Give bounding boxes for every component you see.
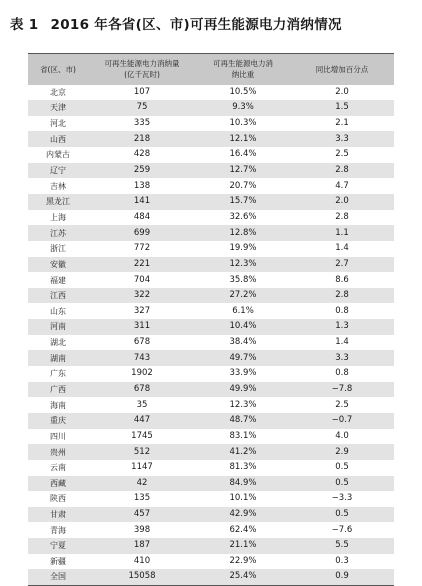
table-row — [28, 85, 394, 101]
consumption-cell: 678 — [133, 383, 151, 394]
change-cell: 2.5 — [335, 149, 349, 160]
table-row — [28, 476, 394, 492]
table-row — [28, 429, 394, 445]
ratio-cell: 35.8% — [229, 274, 257, 285]
province-cell: 山东 — [50, 306, 66, 316]
header-province: 省(区、市) — [40, 64, 76, 74]
table-row — [28, 163, 394, 179]
consumption-cell: 187 — [133, 540, 151, 551]
consumption-cell: 327 — [133, 305, 151, 316]
consumption-cell: 704 — [133, 274, 151, 285]
ratio-cell: 9.3% — [232, 102, 254, 113]
table-row — [28, 554, 394, 570]
table-row — [28, 131, 394, 147]
consumption-cell: 512 — [133, 446, 151, 457]
consumption-cell: 15058 — [128, 571, 156, 582]
change-cell: 0.8 — [335, 305, 349, 316]
consumption-cell: 75 — [136, 102, 148, 113]
ratio-cell: 32.6% — [229, 211, 257, 222]
ratio-cell: 6.1% — [232, 305, 254, 316]
consumption-table — [28, 53, 394, 586]
table-row — [28, 225, 394, 241]
table-row — [28, 569, 394, 585]
change-cell: 0.3 — [335, 556, 349, 567]
table-row — [28, 272, 394, 288]
province-cell: 辽宁 — [50, 166, 66, 176]
change-cell: −7.8 — [331, 383, 353, 394]
ratio-cell: 41.2% — [229, 446, 257, 457]
ratio-cell: 10.3% — [229, 118, 257, 129]
change-cell: 0.5 — [335, 462, 349, 473]
change-cell: −7.6 — [331, 524, 353, 535]
change-cell: 0.8 — [335, 368, 349, 379]
change-cell: 0.5 — [335, 509, 349, 520]
table-body — [28, 85, 394, 586]
ratio-cell: 38.4% — [229, 337, 257, 348]
province-cell: 云南 — [50, 463, 66, 473]
table-row — [28, 288, 394, 304]
change-cell: 1.3 — [335, 321, 349, 332]
ratio-cell: 49.7% — [229, 352, 257, 363]
ratio-cell: 49.9% — [229, 383, 257, 394]
table-row — [28, 303, 394, 319]
province-cell: 湖北 — [50, 338, 66, 348]
ratio-cell: 12.8% — [229, 227, 257, 238]
province-cell: 全国 — [50, 572, 66, 582]
header-change: 同比增加百分点 — [315, 64, 369, 74]
table-row — [28, 507, 394, 523]
ratio-cell: 12.7% — [229, 165, 257, 176]
table-number: 表 1 — [10, 17, 39, 33]
change-cell: 0.5 — [335, 477, 349, 488]
province-cell: 贵州 — [50, 447, 66, 457]
province-cell: 吉林 — [50, 181, 66, 191]
ratio-cell: 84.9% — [229, 477, 257, 488]
ratio-cell: 12.3% — [229, 258, 257, 269]
table-row — [28, 397, 394, 413]
table-row — [28, 366, 394, 382]
consumption-cell: 335 — [133, 118, 151, 129]
province-cell: 河南 — [50, 322, 66, 332]
table-row — [28, 210, 394, 226]
consumption-cell: 447 — [133, 415, 151, 426]
table-row — [28, 491, 394, 507]
province-cell: 新疆 — [50, 557, 66, 567]
change-cell: 2.5 — [335, 399, 349, 410]
table-header — [28, 54, 394, 85]
consumption-cell: 322 — [133, 290, 151, 301]
table-row — [28, 116, 394, 132]
consumption-cell: 398 — [133, 524, 151, 535]
change-cell: 8.6 — [335, 274, 349, 285]
consumption-cell: 678 — [133, 337, 151, 348]
consumption-cell: 218 — [133, 133, 151, 144]
table-row — [28, 538, 394, 554]
ratio-cell: 62.4% — [229, 524, 257, 535]
ratio-cell: 81.3% — [229, 462, 257, 473]
table-row — [28, 241, 394, 257]
header-consumption: 可再生能源电力消纳量 (亿千瓦时) — [104, 59, 180, 80]
change-cell: 1.1 — [335, 227, 349, 238]
table-row — [28, 522, 394, 538]
table-row — [28, 444, 394, 460]
consumption-cell: 138 — [133, 180, 151, 191]
table-title — [10, 13, 415, 33]
table-row — [28, 319, 394, 335]
table-row — [28, 382, 394, 398]
ratio-cell: 42.9% — [229, 509, 257, 520]
ratio-cell: 21.1% — [229, 540, 257, 551]
consumption-cell: 221 — [133, 258, 151, 269]
ratio-cell: 15.7% — [229, 196, 257, 207]
consumption-cell: 1147 — [131, 462, 153, 473]
table-row — [28, 335, 394, 351]
province-cell: 河北 — [50, 119, 66, 129]
table-row — [28, 147, 394, 163]
table-row — [28, 257, 394, 273]
ratio-cell: 10.4% — [229, 321, 257, 332]
consumption-cell: 259 — [133, 165, 151, 176]
change-cell: 2.9 — [335, 446, 349, 457]
change-cell: 2.1 — [335, 118, 349, 129]
table-title-text: 2016 年各省(区、市)可再生能源电力消纳情况 — [50, 17, 342, 33]
ratio-cell: 12.1% — [229, 133, 257, 144]
consumption-cell: 1902 — [131, 368, 153, 379]
province-cell: 江苏 — [50, 228, 66, 238]
province-cell: 西藏 — [50, 478, 66, 488]
province-cell: 安徽 — [50, 259, 66, 269]
ratio-cell: 22.9% — [229, 556, 257, 567]
province-cell: 福建 — [50, 275, 66, 285]
province-cell: 海南 — [50, 400, 66, 410]
ratio-cell: 20.7% — [229, 180, 257, 191]
province-cell: 陕西 — [50, 494, 66, 504]
consumption-cell: 484 — [133, 211, 151, 222]
consumption-cell: 410 — [133, 556, 151, 567]
ratio-cell: 19.9% — [229, 243, 257, 254]
change-cell: −3.3 — [331, 493, 353, 504]
ratio-cell: 16.4% — [229, 149, 257, 160]
change-cell: 1.4 — [335, 337, 349, 348]
change-cell: 3.3 — [335, 352, 349, 363]
province-cell: 湖南 — [50, 353, 66, 363]
ratio-cell: 25.4% — [229, 571, 257, 582]
province-cell: 宁夏 — [50, 541, 66, 551]
province-cell: 上海 — [50, 212, 66, 222]
consumption-cell: 311 — [133, 321, 151, 332]
table-row — [28, 350, 394, 366]
ratio-cell: 27.2% — [229, 290, 257, 301]
consumption-cell: 772 — [133, 243, 151, 254]
change-cell: 2.0 — [335, 196, 349, 207]
table-row — [28, 178, 394, 194]
province-cell: 北京 — [50, 87, 66, 97]
province-cell: 四川 — [50, 431, 66, 441]
ratio-cell: 12.3% — [229, 399, 257, 410]
change-cell: 4.0 — [335, 430, 349, 441]
change-cell: 2.8 — [335, 290, 349, 301]
province-cell: 内蒙古 — [46, 150, 70, 160]
consumption-cell: 35 — [136, 399, 148, 410]
table-row — [28, 460, 394, 476]
consumption-cell: 428 — [133, 149, 151, 160]
consumption-cell: 42 — [136, 477, 148, 488]
province-cell: 山西 — [50, 134, 66, 144]
change-cell: 4.7 — [335, 180, 349, 191]
change-cell: −0.7 — [331, 415, 353, 426]
ratio-cell: 10.1% — [229, 493, 257, 504]
ratio-cell: 48.7% — [229, 415, 257, 426]
province-cell: 甘肃 — [50, 510, 66, 520]
change-cell: 2.8 — [335, 211, 349, 222]
change-cell: 2.0 — [335, 86, 349, 97]
consumption-cell: 141 — [133, 196, 151, 207]
change-cell: 5.5 — [335, 540, 349, 551]
table-row — [28, 100, 394, 116]
ratio-cell: 10.5% — [229, 86, 257, 97]
province-cell: 黑龙江 — [46, 197, 70, 207]
province-cell: 浙江 — [50, 244, 66, 254]
province-cell: 广西 — [50, 384, 66, 394]
change-cell: 3.3 — [335, 133, 349, 144]
change-cell: 2.7 — [335, 258, 349, 269]
change-cell: 0.9 — [335, 571, 349, 582]
consumption-cell: 743 — [133, 352, 151, 363]
consumption-cell: 135 — [133, 493, 151, 504]
ratio-cell: 83.1% — [229, 430, 257, 441]
consumption-cell: 457 — [133, 509, 151, 520]
province-cell: 重庆 — [50, 416, 66, 426]
change-cell: 1.5 — [335, 102, 349, 113]
province-cell: 天津 — [50, 103, 66, 113]
province-cell: 青海 — [50, 525, 66, 535]
table-row — [28, 413, 394, 429]
consumption-cell: 1745 — [131, 430, 153, 441]
change-cell: 2.8 — [335, 165, 349, 176]
table-row — [28, 194, 394, 210]
consumption-cell: 699 — [133, 227, 151, 238]
province-cell: 广东 — [50, 369, 66, 379]
province-cell: 江西 — [50, 291, 66, 301]
change-cell: 1.4 — [335, 243, 349, 254]
ratio-cell: 33.9% — [229, 368, 257, 379]
header-ratio: 可再生能源电力消 纳比重 — [213, 59, 273, 80]
header-row — [28, 54, 394, 85]
consumption-cell: 107 — [133, 86, 151, 97]
